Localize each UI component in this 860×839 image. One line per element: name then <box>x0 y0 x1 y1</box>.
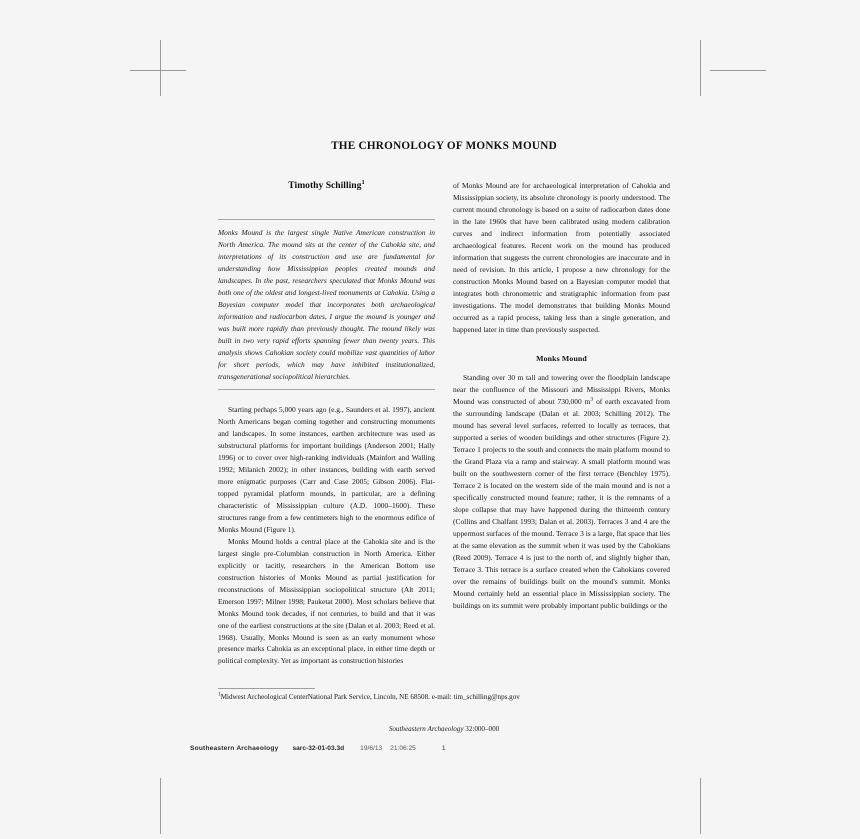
two-column-layout <box>218 180 670 667</box>
typesetter-slug <box>190 745 710 752</box>
crop-mark-top-right-horizontal <box>710 70 766 71</box>
article-content <box>218 140 670 667</box>
slug-journal-name: Southeastern Archaeology <box>190 745 279 752</box>
slug-date: 19/6/13 <box>360 745 383 752</box>
journal-name: Southeastern Archaeology <box>388 725 464 733</box>
slug-filename: sarc-32-01-03.3d <box>292 745 345 752</box>
paragraph: Starting perhaps 5,000 years ago (e.g., Saunders et al. 1997), ancient North Americans began coming together and constructing monuments and landscapes. In some instances, earthen architecture was used as substructural platforms for important buildings (Anderson 2001; Hally 1996) or to cover over high-ranking individuals (Mainfort and Walling 1992; Milanich 2002); in other instances, building with earth served more enigmatic purposes (Carr and Case 2005; Gibson 2006). Flat-topped pyramidal platform mounds, in particular, are a defining characteristic of Mississippian culture (A.D. 1000–1600). These structures range from a few centimeters high to the enormous edifice of Monks Mound (Figure 1). <box>218 404 435 534</box>
crop-mark-bottom-right-vertical <box>700 778 701 834</box>
author-byline <box>218 180 435 191</box>
abstract-block <box>218 219 435 390</box>
footnote-text <box>218 693 670 703</box>
journal-citation-line <box>218 725 670 733</box>
footnote-marker: 1 <box>218 691 221 698</box>
crop-mark-top-right-vertical <box>700 40 701 96</box>
paragraph: Monks Mound holds a central place at the Cahokia site and is the largest single pre-Columbian construction in North America. Either explicitly or tacitly, researchers in the American Bottom use construction histories of Monks Mound as partial justification for reconstructions of Mississippian sociopolitical structure (Alt 2011; Emerson 1997; Milner 1998; Pauketat 2000). Most scholars believe that Monks Mound took decades, if not centuries, to build and that it was one of the earliest constructions at the site (Dalan et al. 2003; Reed et al. 1968). Usually, Monks Mound is seen as an early monument whose presence marks Cahokia as an exceptional place, in either time depth or political complexity. Yet as important as construction histories <box>218 536 435 666</box>
crop-mark-top-left-horizontal <box>130 70 186 71</box>
paragraph-continued: of Monks Mound are for archaeological interpretation of Cahokia and Mississippian society, its absolute chronology is poorly understood. The current mound chronology is based on a suite of radiocarbon dates done in the late 1960s that have been calibrated using modern calibration curves and indirect information from potentially associated archaeological features. Recent work on the mound has produced information that suggests the current chronologies are inaccurate and in need of revision. In this article, I propose a new chronology for the construction Monks Mound based on a Bayesian computer model that integrates both chronometric and stratigraphic information from past investigations. The model demonstrates that building Monks Mound occurred as a rapid process, taking less than a single generation, and happened later in time than previously suspected. <box>453 181 670 334</box>
author-footnote-marker: 1 <box>361 178 365 186</box>
crop-mark-bottom-left-vertical <box>160 778 161 834</box>
paragraph <box>453 372 670 612</box>
author-name: Timothy Schilling <box>288 180 362 191</box>
journal-volume-pages: 32:000–000 <box>465 725 500 733</box>
page-title: THE CHRONOLOGY OF MONKS MOUND <box>331 140 557 152</box>
abstract-text: Monks Mound is the largest single Native American construction in North America. The mound sits at the center of the Cahokia site, and interpretations of its construction and use are fundamental for understanding how Mississippian peoples created mounds and landscapes. In the past, researchers speculated that Monks Mound was both one of the oldest and longest-lived monuments at Cahokia. Using a Bayesian computer model that incorporates both archaeological information and radiocarbon dates, I argue the mound is younger and was built more rapidly than previously thought. The mound likely was built in two very rapid efforts spanning fewer than twenty years. This analysis shows Cahokian society could mobilize vast quantities of labor for short periods, which may have inhibited institutionalized, transgenerational sociopolitical hierarchies. <box>218 228 435 381</box>
footnote-body: Midwest Archeological CenterNational Park Service, Lincoln, NE 68508. e-mail: tim_schilling@nps.gov <box>220 693 520 701</box>
footnote-rule <box>218 688 315 689</box>
paragraph-part-b: of earth excavated from the surrounding landscape (Dalan et al. 2003; Schilling 2012). The mound has several level surfaces, referred to locally as terraces, that supported a series of wooden buildings and other structures (Figure 2). Terrace 1 projects to the south and connects the main platform mound to the Grand Plaza via a ramp and stairway. A small platform mound was built on the southwestern corner of the first terrace (Benchley 1975). Terrace 2 is located on the western side of the main mound and is not a specifically constructed mound feature; rather, it is the remnants of a slope collapse that may have happened during the thirteenth century (Collins and Chalfant 1993; Dalan et al. 2003). Terraces 3 and 4 are the uppermost surfaces of the mound. Terrace 3 is a large, flat space that lies at the same elevation as the summit when it was used by the Cahokians (Reed 2009). Terrace 4 is just to the north of, and slightly higher than, Terrace 3. This terrace is a surface created when the Cahokians covered over the remains of buildings built on the mound's summit. Monks Mound certainly held an essential place in Mississippian society. The buildings on its summit were probably important public buildings or the <box>453 396 671 610</box>
left-column <box>218 180 435 667</box>
crop-mark-top-left-vertical <box>160 40 161 96</box>
left-column-body <box>218 404 435 668</box>
slug-page-number: 1 <box>441 745 446 752</box>
footnote-block <box>218 688 670 703</box>
cubic-exponent: 3 <box>590 396 594 403</box>
right-column <box>453 180 670 611</box>
paragraph-part-a: Standing over 30 m tall and towering over the floodplain landscape near the confluence of the Missouri and Mississippi Rivers, Monks Mound was constructed of about 730,000 m <box>453 372 670 406</box>
slug-time: 21:06:25 <box>390 745 416 752</box>
section-heading-monks-mound: Monks Mound <box>536 353 587 363</box>
